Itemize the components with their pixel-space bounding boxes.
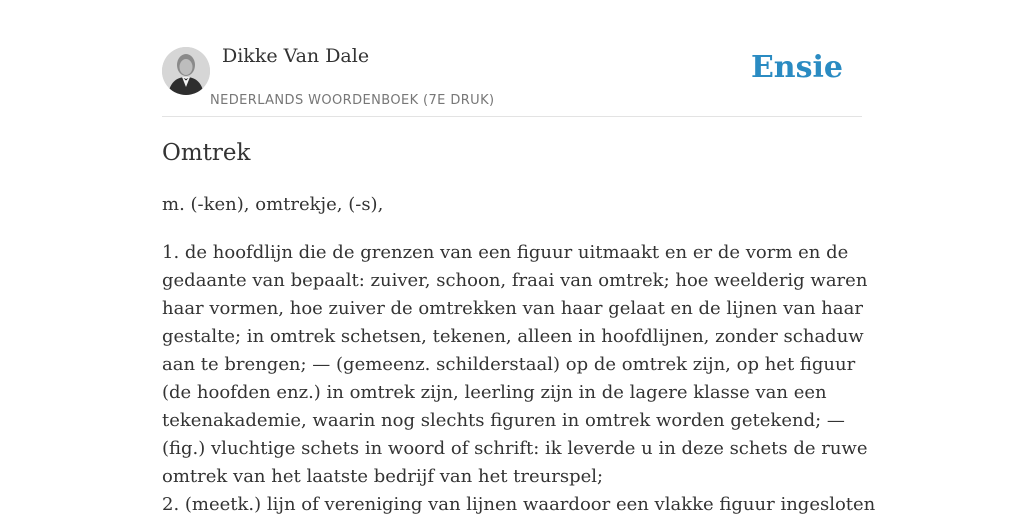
author-avatar[interactable]: [162, 47, 210, 95]
definition-item: 2. (meetk.) lijn of vereniging van lijnen waardoor een vlakke figuur ingesloten: [162, 494, 876, 515]
entry-title: Omtrek: [162, 140, 251, 166]
author-name[interactable]: Dikke Van Dale: [222, 45, 370, 67]
dictionary-page: [162, 0, 876, 515]
definition-item: 1. de hoofdlijn die de grenzen van een figuur uitmaakt en er de vorm en de gedaante van bepaalt: zuiver, schoon, fraai van omtrek; hoe weelderig waren haar vormen, hoe zuiver de omtrekken van haar gelaat en de lijnen van haar gestalte; in omtrek schetsen, tekenen, alleen in hoofdlijnen, zonder schaduw aan te brengen; — (gemeenz. schilderstaal) op de omtrek zijn, op het figuur (de hoofden enz.) in omtrek zijn, leerling zijn in de lagere klasse van een tekenakademie, waarin nog slechts figuren in omtrek worden getekend; — (fig.) vluchtige schets in woord of schrift: ik leverde u in deze schets de ruwe omtrek van het laatste bedrijf van het treurspel;: [162, 242, 868, 487]
portrait-icon: [162, 47, 210, 95]
dictionary-source[interactable]: NEDERLANDS WOORDENBOEK (7E DRUK): [210, 93, 495, 108]
entry-header: [162, 0, 862, 117]
brand-logo[interactable]: Ensie: [750, 50, 843, 85]
entry-grammar: m. (-ken), omtrekje, (-s),: [162, 194, 384, 215]
entry-definition: [162, 239, 882, 519]
